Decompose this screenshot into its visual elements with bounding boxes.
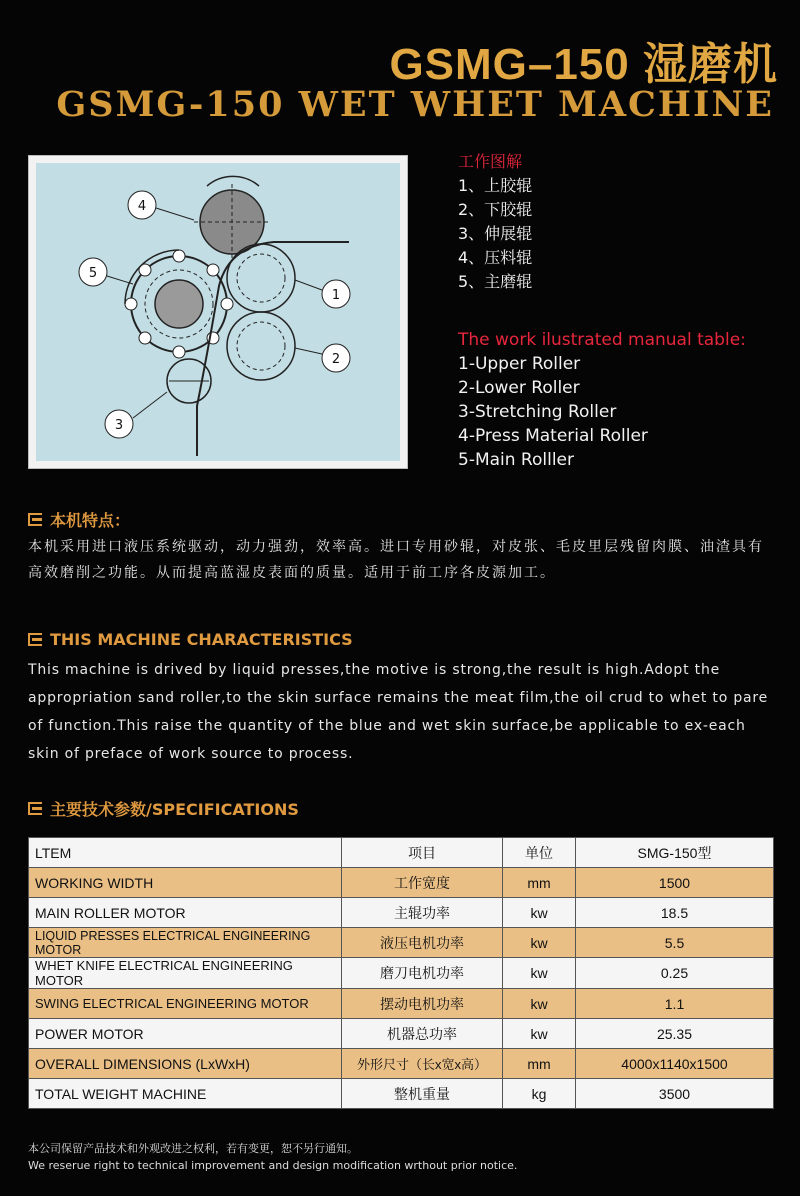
legend-cn-item: 4、压料辊 (458, 248, 533, 267)
label-5: 5 (88, 266, 98, 281)
section-arrow-icon (28, 633, 42, 646)
table-header-row (29, 838, 774, 868)
header-item-cn: 项目 (342, 838, 503, 868)
row-item-cn: 外形尺寸（长x宽x高） (342, 1049, 503, 1079)
footer-cn: 本公司保留产品技术和外观改进之权利，若有变更，恕不另行通知。 (28, 1142, 358, 1155)
row-value: 18.5 (576, 898, 774, 928)
section-arrow-icon (28, 513, 42, 526)
legend-en-item: 1-Upper Roller (458, 354, 581, 374)
table-row (29, 958, 774, 989)
features-cn-text: 本机采用进口液压系统驱动，动力强劲，效率高。进口专用砂辊，对皮张、毛皮里层残留肉膜、油渣具有高效磨削之功能。从而提高蓝湿皮表面的质量。适用于前工序各皮源加工。 (28, 539, 764, 581)
table-row (29, 1049, 774, 1079)
header-unit: 单位 (503, 838, 576, 868)
features-en-heading: THIS MACHINE CHARACTERISTICS (50, 630, 353, 649)
label-3: 3 (114, 418, 124, 433)
header-item-en: LTEM (29, 838, 342, 868)
specs-header (28, 797, 299, 820)
row-name: SWING ELECTRICAL ENGINEERING MOTOR (29, 989, 342, 1019)
legend-cn-heading: 工作图解 (458, 152, 523, 171)
row-value: 3500 (576, 1079, 774, 1109)
legend-cn (458, 150, 532, 294)
features-cn-heading: 本机特点： (50, 511, 131, 530)
legend-en-item: 2-Lower Roller (458, 378, 580, 398)
row-value: 25.35 (576, 1019, 774, 1049)
row-item-cn: 整机重量 (342, 1079, 503, 1109)
legend-cn-item: 2、下胶辊 (458, 200, 533, 219)
table-row (29, 928, 774, 958)
legend-en (458, 328, 746, 472)
table-row (29, 1079, 774, 1109)
row-name: WHET KNIFE ELECTRICAL ENGINEERING MOTOR (29, 958, 342, 989)
spec-table (28, 837, 774, 1109)
features-cn-header (28, 508, 130, 531)
row-unit: kw (503, 958, 576, 989)
row-name: TOTAL WEIGHT MACHINE (29, 1079, 342, 1109)
row-unit: kw (503, 1019, 576, 1049)
row-unit: kg (503, 1079, 576, 1109)
row-value: 4000x1140x1500 (576, 1049, 774, 1079)
row-value: 1500 (576, 868, 774, 898)
row-item-cn: 磨刀电机功率 (342, 958, 503, 989)
features-en-text: This machine is drived by liquid presses,the motive is strong,the result is high.Adopt the appropriation sand roller,to the skin surface remains the meat film,the oil crud to whet to pare of function.This raise the quantity of the blue and wet skin surface,be applicable to ex-each skin of preface of work source to process. (28, 662, 769, 762)
title-cn: GSMG–150 湿磨机 (389, 40, 778, 89)
row-value: 0.25 (576, 958, 774, 989)
specs-heading: 主要技术参数/SPECIFICATIONS (50, 800, 299, 819)
row-name: POWER MOTOR (29, 1019, 342, 1049)
legend-en-item: 5-Main Rolller (458, 450, 575, 470)
row-item-cn: 摆动电机功率 (342, 989, 503, 1019)
legend-en-item: 3-Stretching Roller (458, 402, 617, 422)
roller-diagram (28, 155, 408, 469)
row-unit: kw (503, 898, 576, 928)
row-unit: mm (503, 1049, 576, 1079)
row-unit: kw (503, 928, 576, 958)
footer-note (28, 1140, 517, 1174)
legend-cn-item: 5、主磨辊 (458, 272, 533, 291)
features-en-header (28, 630, 353, 649)
row-unit: mm (503, 868, 576, 898)
row-name: OVERALL DIMENSIONS (LxWxH) (29, 1049, 342, 1079)
label-2: 2 (331, 352, 341, 367)
legend-en-item: 4-Press Material Roller (458, 426, 648, 446)
row-item-cn: 工作宽度 (342, 868, 503, 898)
header-model: SMG-150型 (576, 838, 774, 868)
row-name: WORKING WIDTH (29, 868, 342, 898)
legend-cn-item: 1、上胶辊 (458, 176, 533, 195)
label-4: 4 (137, 199, 147, 214)
label-1: 1 (331, 288, 341, 303)
legend-cn-item: 3、伸展辊 (458, 224, 533, 243)
row-value: 5.5 (576, 928, 774, 958)
footer-en: We reserue right to technical improvement and design modification wrthout prior notice. (28, 1159, 518, 1172)
row-name: MAIN ROLLER MOTOR (29, 898, 342, 928)
row-item-cn: 机器总功率 (342, 1019, 503, 1049)
roller-diagram-svg (29, 156, 407, 468)
row-item-cn: 液压电机功率 (342, 928, 503, 958)
table-row (29, 898, 774, 928)
row-unit: kw (503, 989, 576, 1019)
table-row (29, 868, 774, 898)
legend-en-heading: The work ilustrated manual table: (458, 330, 746, 350)
table-row (29, 989, 774, 1019)
title-en: GSMG-150 WET WHET MACHINE (56, 84, 774, 125)
section-arrow-icon (28, 802, 42, 815)
row-item-cn: 主辊功率 (342, 898, 503, 928)
table-row (29, 1019, 774, 1049)
row-value: 1.1 (576, 989, 774, 1019)
row-name: LIQUID PRESSES ELECTRICAL ENGINEERING MOTOR (29, 928, 342, 958)
